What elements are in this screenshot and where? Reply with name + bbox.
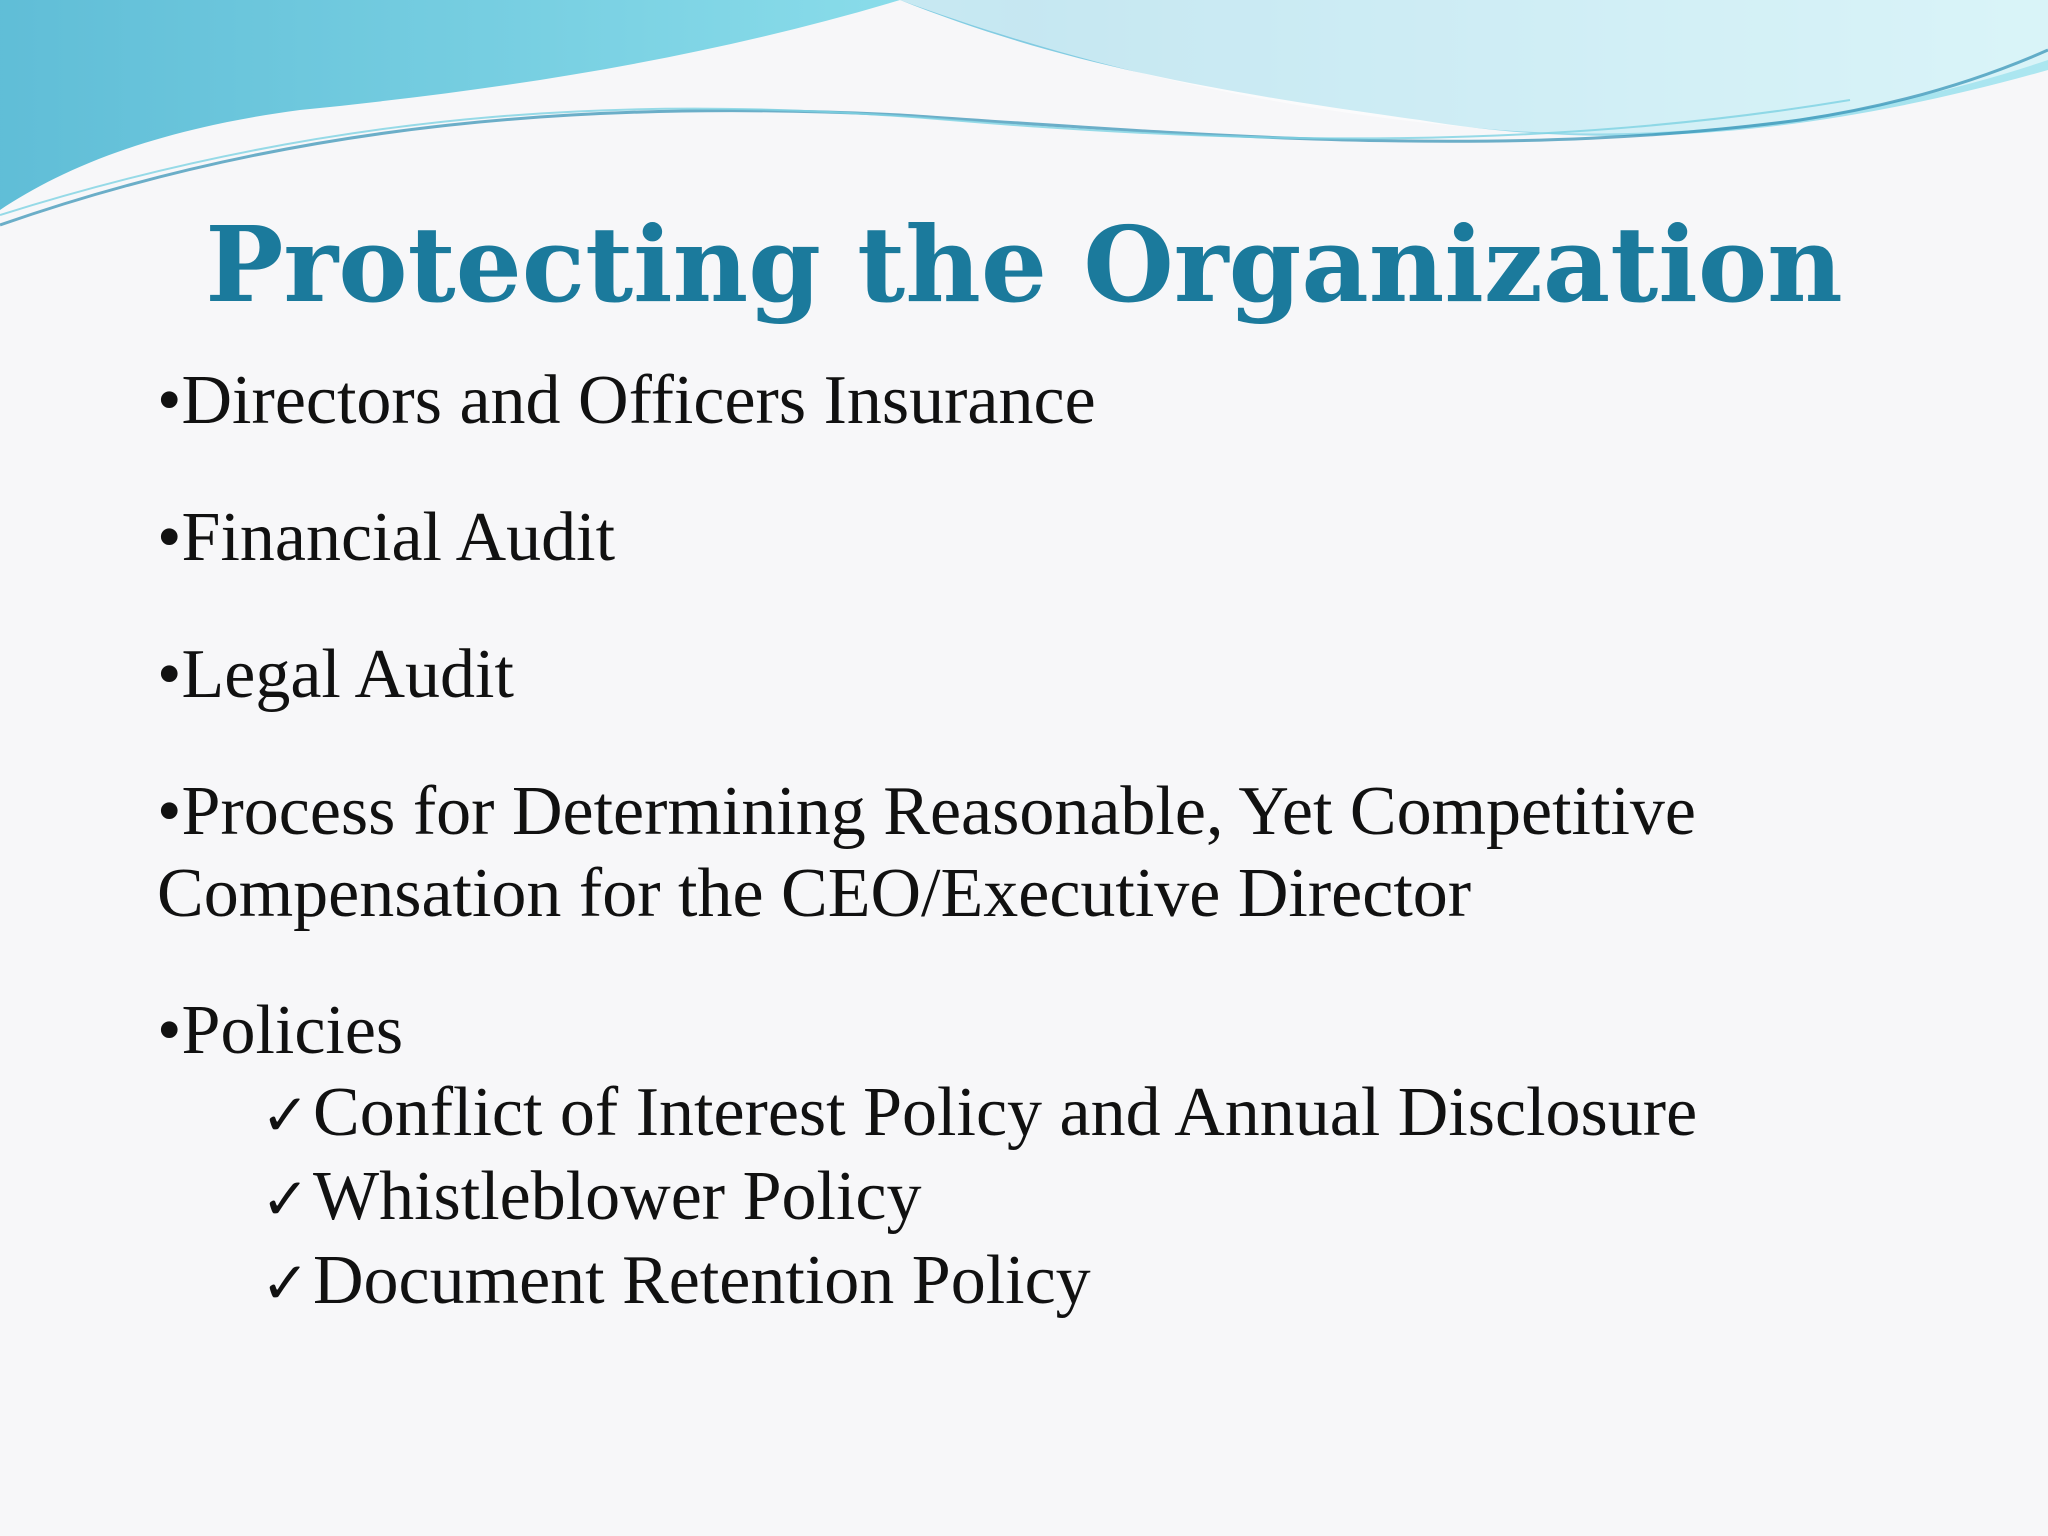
bullet-item: •Process for Determining Reasonable, Yet Competitive Compensation for the CEO/Executive Director	[157, 773, 1696, 932]
slide-title: Protecting the Organization	[205, 203, 1843, 326]
check-icon: ✓	[261, 1165, 310, 1233]
bullet-item: •Directors and Officers Insurance	[157, 362, 1096, 439]
policy-item	[157, 1240, 1957, 1324]
bullet-item: •Policies	[157, 992, 404, 1069]
policy-label: Document Retention Policy	[313, 1242, 1091, 1319]
policy-list	[157, 1072, 1957, 1324]
check-icon: ✓	[261, 1081, 310, 1149]
policy-item	[157, 1156, 1957, 1240]
policy-item	[157, 1072, 1957, 1156]
check-icon: ✓	[261, 1249, 310, 1317]
bullet-item: •Legal Audit	[157, 636, 514, 713]
policy-label: Whistleblower Policy	[313, 1158, 922, 1235]
bullet-item: •Financial Audit	[157, 499, 616, 576]
bullet-list	[157, 360, 1957, 1324]
policy-label: Conflict of Interest Policy and Annual Disclosure	[313, 1074, 1698, 1151]
